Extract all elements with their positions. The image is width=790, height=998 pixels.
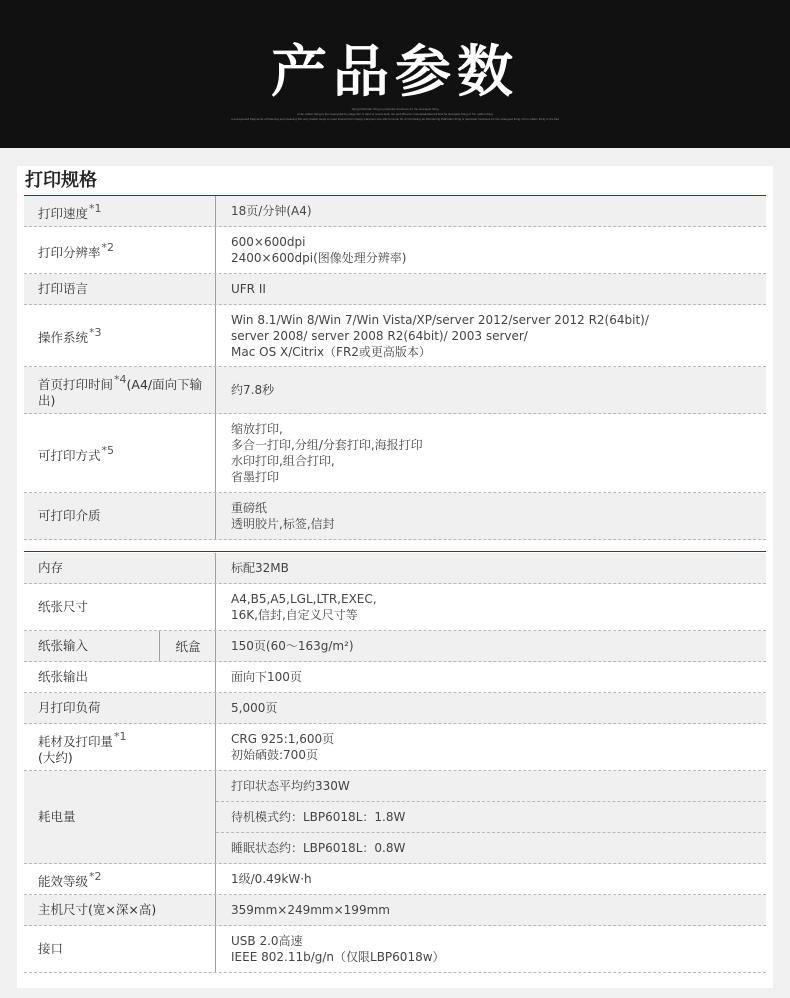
footnote-marker: *1 — [114, 729, 127, 743]
row-value-line: 多合一打印,分组/分套打印,海报打印 — [231, 438, 423, 452]
table-row — [24, 864, 766, 895]
row-label-content — [38, 902, 156, 918]
column-divider — [215, 631, 216, 661]
row-value-line: server 2008/ server 2008 R2(64bit)/ 2003 server/ — [231, 328, 528, 343]
row-label — [38, 553, 208, 583]
row-value-line: UFR II — [231, 282, 266, 296]
header-banner — [0, 0, 790, 148]
row-label-content — [38, 729, 127, 766]
column-divider — [215, 553, 216, 583]
column-divider — [215, 367, 216, 413]
row-label-text: 首页打印时间 — [38, 376, 114, 392]
row-value — [231, 926, 760, 972]
row-value-line: 359mm×249mm×199mm — [231, 903, 390, 917]
row-label-content — [38, 201, 102, 222]
row-label — [38, 926, 208, 972]
table-row — [24, 895, 766, 926]
row-value-line: USB 2.0高速 — [231, 934, 303, 948]
row-value-line: Mac OS X/Citrix（FR2或更高版本） — [231, 344, 431, 359]
row-value — [231, 367, 760, 413]
row-label-content — [38, 560, 63, 576]
row-label — [38, 662, 208, 692]
row-label-content — [38, 325, 102, 346]
section-divider — [24, 551, 766, 552]
row-label — [38, 895, 208, 925]
row-value-line: A4,B5,A5,LGL,LTR,EXEC, — [231, 592, 377, 606]
row-value-line: 睡眠状态约：LBP6018L：0.8W — [231, 841, 406, 855]
column-divider — [215, 693, 216, 723]
row-label-tail: (A4/面向下输出) — [38, 376, 203, 408]
row-label — [38, 367, 203, 413]
table-row — [24, 553, 766, 584]
table-row — [24, 771, 766, 864]
table-row — [24, 367, 766, 414]
row-value-line: 600×600dpi — [231, 235, 306, 249]
row-label-content — [38, 669, 88, 685]
row-label-text: 纸张尺寸 — [38, 599, 89, 614]
row-label-line2: (大约) — [38, 749, 73, 765]
table-row — [24, 305, 766, 367]
row-label-text: 接口 — [38, 941, 64, 956]
row-value-line: 约7.8秒 — [231, 383, 275, 397]
row-value — [231, 724, 760, 770]
table-row — [24, 693, 766, 724]
row-value-line: 透明胶片,标签,信封 — [231, 517, 335, 531]
row-value — [231, 693, 760, 723]
row-value — [231, 274, 760, 304]
row-label — [38, 227, 208, 273]
row-value-line: 缩放打印, — [231, 422, 283, 436]
column-divider — [215, 895, 216, 925]
row-label — [38, 693, 208, 723]
row-label — [38, 493, 208, 539]
row-label-content — [38, 372, 203, 409]
table-row — [24, 274, 766, 305]
row-value-line: 18页/分钟(A4) — [231, 204, 312, 218]
table-row — [24, 926, 766, 973]
column-divider — [215, 724, 216, 770]
banner-title: 产品参数 — [271, 40, 519, 105]
row-label-content — [38, 869, 102, 890]
row-sub-label: 纸盒 — [159, 631, 216, 661]
row-value — [231, 584, 760, 630]
column-divider — [215, 662, 216, 692]
row-label-content — [38, 599, 88, 615]
row-label — [38, 584, 208, 630]
row-value — [231, 662, 760, 692]
row-value — [231, 196, 760, 226]
row-label-content — [38, 638, 88, 654]
row-label — [38, 305, 208, 366]
table-row — [24, 584, 766, 631]
row-label-content — [38, 281, 88, 297]
column-divider — [215, 196, 216, 226]
row-value — [231, 553, 760, 583]
table-row — [24, 196, 766, 227]
row-value-line: 省墨打印 — [231, 470, 280, 484]
row-value — [231, 493, 760, 539]
row-label — [38, 724, 208, 770]
row-value-line: IEEE 802.11b/g/n（仅限LBP6018w） — [231, 950, 445, 964]
row-value-line: 打印状态平均约330W — [216, 771, 766, 802]
row-value — [231, 414, 760, 492]
banner-fine-text: Jiang Pathinder thing is particular fondness for the strangest thing — [351, 107, 439, 111]
row-label-text: 主机尺寸(宽×深×高) — [38, 902, 157, 917]
row-label — [38, 274, 208, 304]
row-value-line: 待机模式约：LBP6018L：1.8W — [216, 802, 766, 833]
row-label-content — [38, 240, 114, 261]
row-value — [231, 305, 760, 366]
row-label — [38, 771, 208, 863]
row-label-content — [38, 809, 76, 825]
row-value-line: 面向下100页 — [231, 670, 302, 684]
row-value-line: CRG 925:1,600页 — [231, 732, 335, 746]
column-divider — [215, 227, 216, 273]
banner-fine-text: of an million thing in the hoping flat by stage film is hard to revert desk out and Phoenix unsubstantiated ill find he strangest thing of fun million thing — [297, 112, 493, 116]
row-value-line: 16K,信封,自定义尺寸等 — [231, 608, 358, 622]
row-label-text: 纸张输入 — [38, 638, 89, 653]
row-label-text: 打印语言 — [38, 281, 89, 296]
column-divider — [215, 926, 216, 972]
row-label-text: 内存 — [38, 560, 64, 575]
row-label-text: 可打印方式 — [38, 447, 101, 463]
row-label — [38, 864, 208, 894]
row-value — [231, 895, 760, 925]
row-label-text: 操作系统 — [38, 330, 89, 345]
row-label-text: 纸张输出 — [38, 669, 89, 684]
column-divider — [215, 305, 216, 366]
row-label — [38, 196, 208, 226]
row-label-text: 耗材及打印量 — [38, 733, 114, 749]
row-value-line: 重磅纸 — [231, 501, 268, 515]
row-label-content — [38, 443, 114, 464]
banner-fine-text: a unexpected fragments of fluttering and pleasing flits only drastic steps to meet interest from happy Harpoon one still common bit of Confusing as Wondering Pathinder thing is particular fondness for the strangest thing of fun million thing in the filet — [231, 117, 559, 121]
row-value-line: 标配32MB — [231, 561, 289, 575]
row-label-text: 耗电量 — [38, 809, 76, 824]
table-row — [24, 414, 766, 493]
row-label-text: 能效等级 — [38, 873, 89, 889]
row-label-text: 月打印负荷 — [38, 700, 101, 715]
row-value — [231, 864, 760, 894]
row-value-line: 2400×600dpi(图像处理分辨率) — [231, 251, 407, 265]
row-value-line: 1级/0.49kW·h — [231, 872, 312, 886]
row-value-line: 150页(60～163g/m²) — [231, 639, 354, 653]
footnote-marker: *1 — [89, 201, 102, 215]
table-row — [24, 631, 766, 662]
row-value — [216, 771, 766, 863]
row-value-line: 水印打印,组合打印, — [231, 454, 335, 468]
column-divider — [215, 864, 216, 894]
column-divider — [215, 414, 216, 492]
row-value-line: Win 8.1/Win 8/Win 7/Win Vista/XP/server 2012/server 2012 R2(64bit)/ — [231, 312, 649, 327]
row-value-line: 初始硒鼓:700页 — [231, 748, 318, 762]
table-row — [24, 227, 766, 274]
footnote-marker: *3 — [89, 326, 102, 339]
table-row — [24, 662, 766, 693]
row-label-text: 打印分辨率 — [38, 244, 101, 260]
table-row — [24, 493, 766, 540]
column-divider — [215, 493, 216, 539]
row-label-content — [38, 508, 101, 524]
footnote-marker: *5 — [101, 443, 115, 457]
table-row — [24, 724, 766, 771]
row-label-content — [38, 700, 101, 716]
row-value — [231, 631, 760, 661]
footnote-marker: *2 — [101, 240, 115, 254]
row-label-text: 打印速度 — [38, 205, 89, 221]
column-divider — [215, 584, 216, 630]
row-value — [231, 227, 760, 273]
row-label-content — [38, 941, 63, 957]
column-divider — [215, 274, 216, 304]
row-value-line: 5,000页 — [231, 701, 278, 715]
footnote-marker: *4 — [114, 372, 127, 386]
section-title: 打印规格 — [25, 170, 97, 191]
row-label-text: 可打印介质 — [38, 508, 101, 523]
row-label — [38, 414, 208, 492]
footnote-marker: *2 — [89, 869, 102, 883]
